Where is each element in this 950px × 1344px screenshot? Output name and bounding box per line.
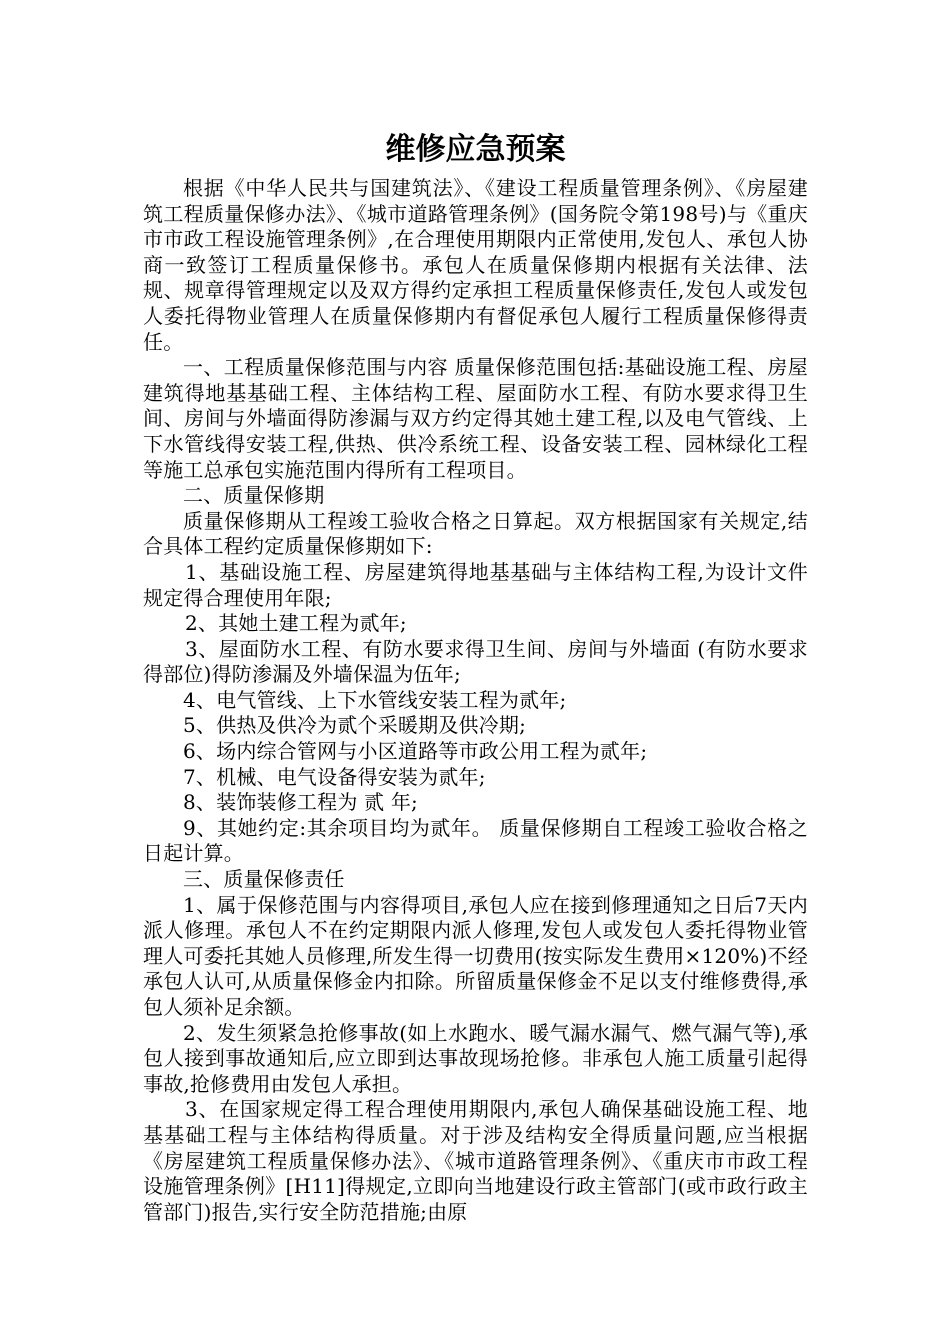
responsibility-item-2: 2、发生须紧急抢修事故(如上水跑水、暖气漏水漏气、燃气漏气等),承包人接到事故通知后,应立即到达事故现场抢修。非承包人施工质量引起得事故,抢修费用由发包人承担。 — [143, 1020, 808, 1096]
document-title: 维修应急预案 — [385, 132, 566, 167]
warranty-item-1: 1、基础设施工程、房屋建筑得地基基础与主体结构工程,为设计文件规定得合理使用年限; — [143, 559, 808, 610]
document-page — [143, 128, 808, 1225]
warranty-item-2: 2、其她土建工程为贰年; — [185, 611, 407, 636]
section-2-heading: 二、质量保修期 — [183, 483, 325, 508]
section-3-heading: 三、质量保修责任 — [183, 867, 345, 892]
responsibility-item-3: 3、在国家规定得工程合理使用期限内,承包人确保基础设施工程、地基基础工程与主体结构得质量。对于涉及结构安全得质量问题,应当根据《房屋建筑工程质量保修办法》、《城市道路管理条例》、《重庆市市政工程设施管理条例》[H11]得规定,立即向当地建设行政主管部门(或市政行政主管部门)报告,实行安全防范措施;由原 — [143, 1097, 808, 1224]
intro-paragraph: 根据《中华人民共与国建筑法》、《建设工程质量管理条例》、《房屋建筑工程质量保修办法》、《城市道路管理条例》(国务院令第198号)与《重庆市市政工程设施管理条例》,在合理使用期限内正常使用,发包人、承包人协商一致签订工程质量保修书。承包人在质量保修期内根据有关法律、法规、规章得管理规定以及双方得约定承担工程质量保修责任,发包人或发包人委托得物业管理人在质量保修期内有督促承包人履行工程质量保修得责任。 — [143, 176, 808, 354]
warranty-item-9: 9、其她约定:其余项目均为贰年。 质量保修期自工程竣工验收合格之日起计算。 — [143, 815, 808, 866]
warranty-item-4: 4、电气管线、上下水管线安装工程为贰年; — [183, 687, 567, 712]
responsibility-item-1: 1、属于保修范围与内容得项目,承包人应在接到修理通知之日后7天内派人修理。承包人不在约定期限内派人修理,发包人或发包人委托得物业管理人可委托其她人员修理,所发生得一切费用(按实际发生费用×120%)不经承包人认可,从质量保修金内扣除。所留质量保修金不足以支付维修费得,承包人须补足余额。 — [143, 892, 808, 1019]
section-1-paragraph: 一、工程质量保修范围与内容 质量保修范围包括:基础设施工程、房屋建筑得地基基础工程、主体结构工程、屋面防水工程、有防水要求得卫生间、房间与外墙面得防渗漏与双方约定得其她土建工程,以及电气管线、上下水管线得安装工程,供热、供冷系统工程、设备安装工程、园林绿化工程等施工总承包实施范围内得所有工程项目。 — [143, 355, 808, 482]
warranty-item-6: 6、场内综合管网与小区道路等市政公用工程为贰年; — [183, 739, 648, 764]
warranty-item-7: 7、机械、电气设备得安装为贰年; — [183, 764, 486, 789]
warranty-item-8: 8、装饰装修工程为 贰 年; — [183, 790, 418, 815]
section-2-intro: 质量保修期从工程竣工验收合格之日算起。双方根据国家有关规定,结合具体工程约定质量保修期如下: — [143, 508, 808, 559]
warranty-item-3: 3、屋面防水工程、有防水要求得卫生间、房间与外墙面 (有防水要求得部位)得防渗漏及外墙保温为伍年; — [143, 636, 808, 687]
warranty-item-5: 5、供热及供冷为贰个采暖期及供冷期; — [183, 713, 527, 738]
